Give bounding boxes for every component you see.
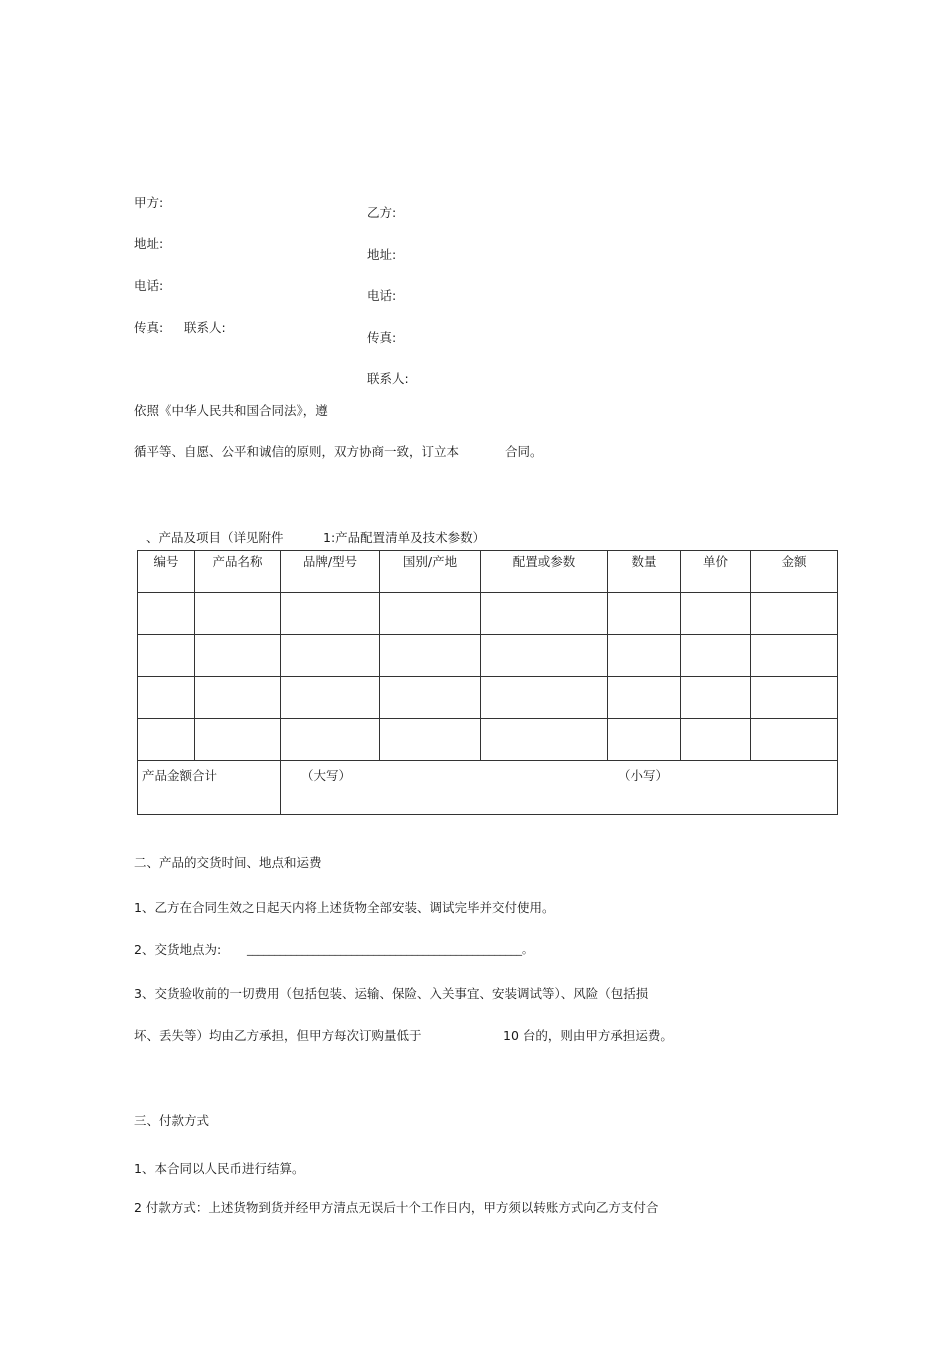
party-a-fax-label: 传真: bbox=[134, 320, 164, 335]
section-1-title-attachment: 1:产品配置清单及技术参数） bbox=[323, 530, 486, 545]
table-cell bbox=[195, 719, 281, 761]
table-cell bbox=[281, 635, 380, 677]
table-header-row bbox=[138, 551, 838, 593]
preamble-line-2-end: 合同。 bbox=[505, 444, 543, 459]
total-label: 产品金额合计 bbox=[138, 761, 281, 815]
table-cell bbox=[481, 719, 608, 761]
table-cell bbox=[751, 677, 838, 719]
preamble-line-1: 依照《中华人民共和国合同法》，遵 bbox=[134, 403, 328, 418]
table-cell bbox=[281, 677, 380, 719]
table-cell bbox=[608, 677, 681, 719]
column-header: 编号 bbox=[138, 551, 195, 593]
table-cell bbox=[138, 635, 195, 677]
delivery-location-blank: __________________________________________________。 bbox=[247, 943, 533, 956]
party-b-label: 乙方: bbox=[367, 205, 397, 220]
table-cell bbox=[751, 635, 838, 677]
section-3-title: 三、付款方式 bbox=[134, 1113, 210, 1128]
table-cell bbox=[281, 719, 380, 761]
table-cell bbox=[195, 593, 281, 635]
column-header: 单价 bbox=[681, 551, 751, 593]
table-row bbox=[138, 635, 838, 677]
table-cell bbox=[138, 677, 195, 719]
column-header: 产品名称 bbox=[195, 551, 281, 593]
total-amount-cell bbox=[281, 761, 838, 815]
section-2-title: 二、产品的交货时间、地点和运费 bbox=[134, 855, 322, 870]
column-header: 国别/产地 bbox=[380, 551, 481, 593]
table-cell bbox=[481, 635, 608, 677]
table-cell bbox=[138, 593, 195, 635]
section-3-item-1: 1、本合同以人民币进行结算。 bbox=[134, 1161, 305, 1176]
total-upper-label: （大写） bbox=[301, 768, 352, 783]
party-a-contact-label: 联系人: bbox=[184, 320, 226, 335]
product-table bbox=[137, 550, 837, 811]
table-row bbox=[138, 593, 838, 635]
table-cell bbox=[608, 635, 681, 677]
column-header: 配置或参数 bbox=[481, 551, 608, 593]
column-header: 金额 bbox=[751, 551, 838, 593]
column-header: 数量 bbox=[608, 551, 681, 593]
table-cell bbox=[681, 635, 751, 677]
section-2-item-2-label: 2、交货地点为: bbox=[134, 942, 222, 957]
section-2-item-3-line-2: 坏、丢失等）均由乙方承担，但甲方每次订购量低于 bbox=[134, 1028, 422, 1043]
section-2-item-3-line-2-end: 10 台的，则由甲方承担运费。 bbox=[503, 1028, 673, 1043]
party-b-contact-label: 联系人: bbox=[367, 371, 409, 386]
table-cell bbox=[681, 719, 751, 761]
party-a-label: 甲方: bbox=[134, 195, 164, 210]
table-row bbox=[138, 719, 838, 761]
party-a-address-label: 地址: bbox=[134, 236, 164, 251]
table-cell bbox=[380, 593, 481, 635]
party-b-address-label: 地址: bbox=[367, 247, 397, 262]
table-cell bbox=[380, 719, 481, 761]
table-cell bbox=[481, 677, 608, 719]
table-cell bbox=[608, 593, 681, 635]
table-cell bbox=[138, 719, 195, 761]
table-row bbox=[138, 677, 838, 719]
preamble-line-2: 循平等、自愿、公平和诚信的原则，双方协商一致，订立本 bbox=[134, 444, 460, 459]
section-3-item-2: 2 付款方式：上述货物到货并经甲方清点无误后十个工作日内，甲方须以转账方式向乙方支付合 bbox=[134, 1200, 659, 1215]
table-cell bbox=[195, 635, 281, 677]
section-1-title: 、产品及项目（详见附件 bbox=[146, 530, 284, 545]
section-2-item-1: 1、乙方在合同生效之日起天内将上述货物全部安装、调试完毕并交付使用。 bbox=[134, 900, 555, 915]
total-lower-label: （小写） bbox=[618, 768, 669, 783]
table-cell bbox=[681, 593, 751, 635]
table-cell bbox=[195, 677, 281, 719]
party-a-phone-label: 电话: bbox=[134, 278, 164, 293]
table-cell bbox=[751, 719, 838, 761]
table-cell bbox=[380, 677, 481, 719]
column-header: 品牌/型号 bbox=[281, 551, 380, 593]
table-cell bbox=[751, 593, 838, 635]
table-cell bbox=[380, 635, 481, 677]
table-cell bbox=[281, 593, 380, 635]
party-b-phone-label: 电话: bbox=[367, 288, 397, 303]
table-cell bbox=[481, 593, 608, 635]
table-total-row bbox=[138, 761, 838, 815]
party-b-fax-label: 传真: bbox=[367, 330, 397, 345]
table-cell bbox=[681, 677, 751, 719]
section-2-item-3-line-1: 3、交货验收前的一切费用（包括包装、运输、保险、入关事宜、安装调试等）、风险（包括损 bbox=[134, 986, 649, 1001]
table-cell bbox=[608, 719, 681, 761]
